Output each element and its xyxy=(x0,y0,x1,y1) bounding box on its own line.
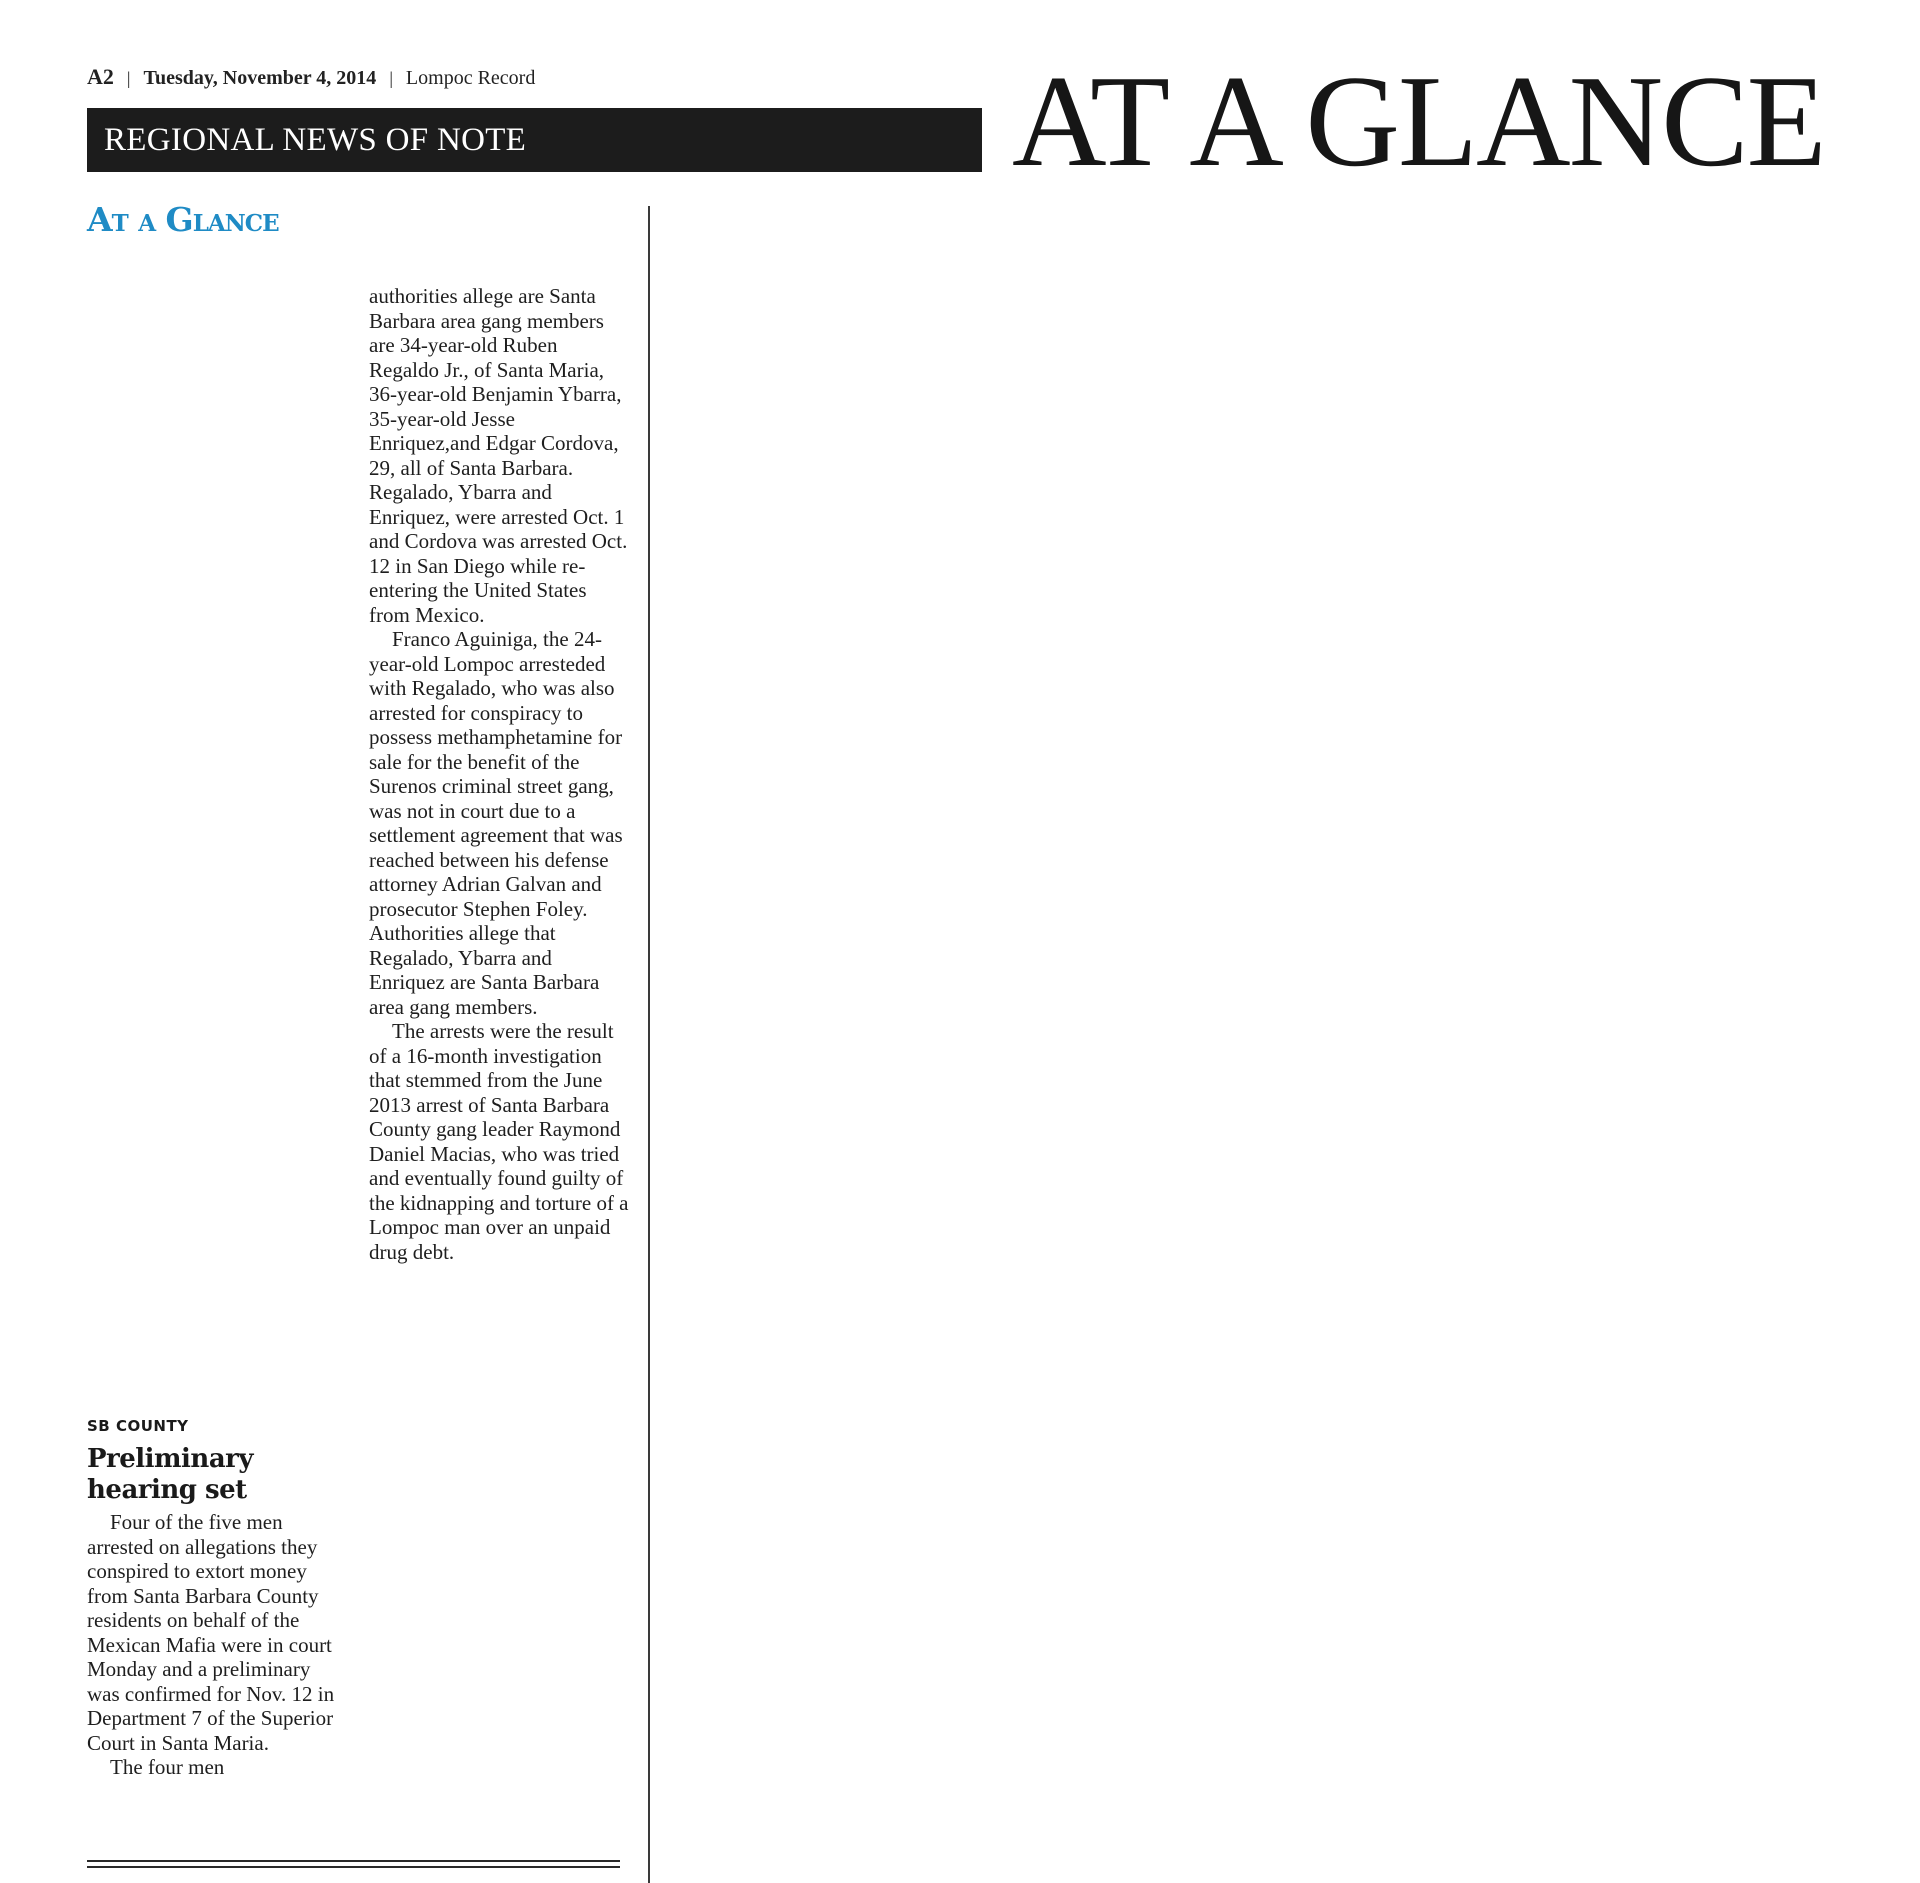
section-heading: At a Glance xyxy=(87,200,279,239)
article-paragraph: authorities allege are Santa Barbara area gang members are 34-year-old Ruben Regaldo Jr., of Santa Maria, 36-year-old Benjamin Ybarra, 35-year-old Jesse Enriquez,and Edgar Cordova, 29, all of Santa Barbara. Regalado, Ybarra and Enriquez, were arrested Oct. 1 and Cordova was arrested Oct. 12 in San Diego while re-entering the United States from Mexico. xyxy=(369,284,628,627)
bottom-rule xyxy=(87,1866,620,1868)
issue-date: Tuesday, November 4, 2014 xyxy=(143,67,377,89)
article-column-2 xyxy=(369,284,631,1264)
bottom-rule xyxy=(87,1860,620,1862)
article-headline: Preliminary hearing set xyxy=(87,1444,253,1505)
article-column-1 xyxy=(87,1510,337,1780)
article-kicker: SB COUNTY xyxy=(87,1417,189,1435)
page-number: A2 xyxy=(87,64,114,89)
page-title: AT A GLANCE xyxy=(1012,49,1825,194)
section-banner-label: REGIONAL NEWS OF NOTE xyxy=(104,122,527,158)
publication-name: Lompoc Record xyxy=(405,67,536,89)
article-paragraph: The four men xyxy=(110,1755,225,1779)
folio-separator: | xyxy=(126,68,131,88)
section-banner xyxy=(87,108,982,172)
article-paragraph: Four of the five men arrested on allegations they conspired to extort money from Santa Barbara County residents on behalf of the Mexican Mafia were in court Monday and a preliminary was confirmed for Nov. 12 in Department 7 of the Superior Court in Santa Maria. xyxy=(87,1510,335,1755)
article-paragraph: Franco Aguiniga, the 24-year-old Lompoc arresteded with Regalado, who was also arrested for conspiracy to possess methamphetamine for sale for the benefit of the Surenos criminal street gang, was not in court due to a settlement agreement that was reached between his defense attorney Adrian Galvan and prosecutor Stephen Foley. Authorities allege that Regalado, Ybarra and Enriquez are Santa Barbara area gang members. xyxy=(369,627,623,1019)
page-folio xyxy=(87,64,535,90)
folio-separator: | xyxy=(389,68,393,88)
column-divider xyxy=(648,206,650,1883)
article-paragraph: The arrests were the result of a 16-month investigation that stemmed from the June 2013 arrest of Santa Barbara County gang leader Raymond Daniel Macias, who was tried and eventually found guilty of the kidnapping and torture of a Lompoc man over an unpaid drug debt. xyxy=(369,1019,629,1264)
